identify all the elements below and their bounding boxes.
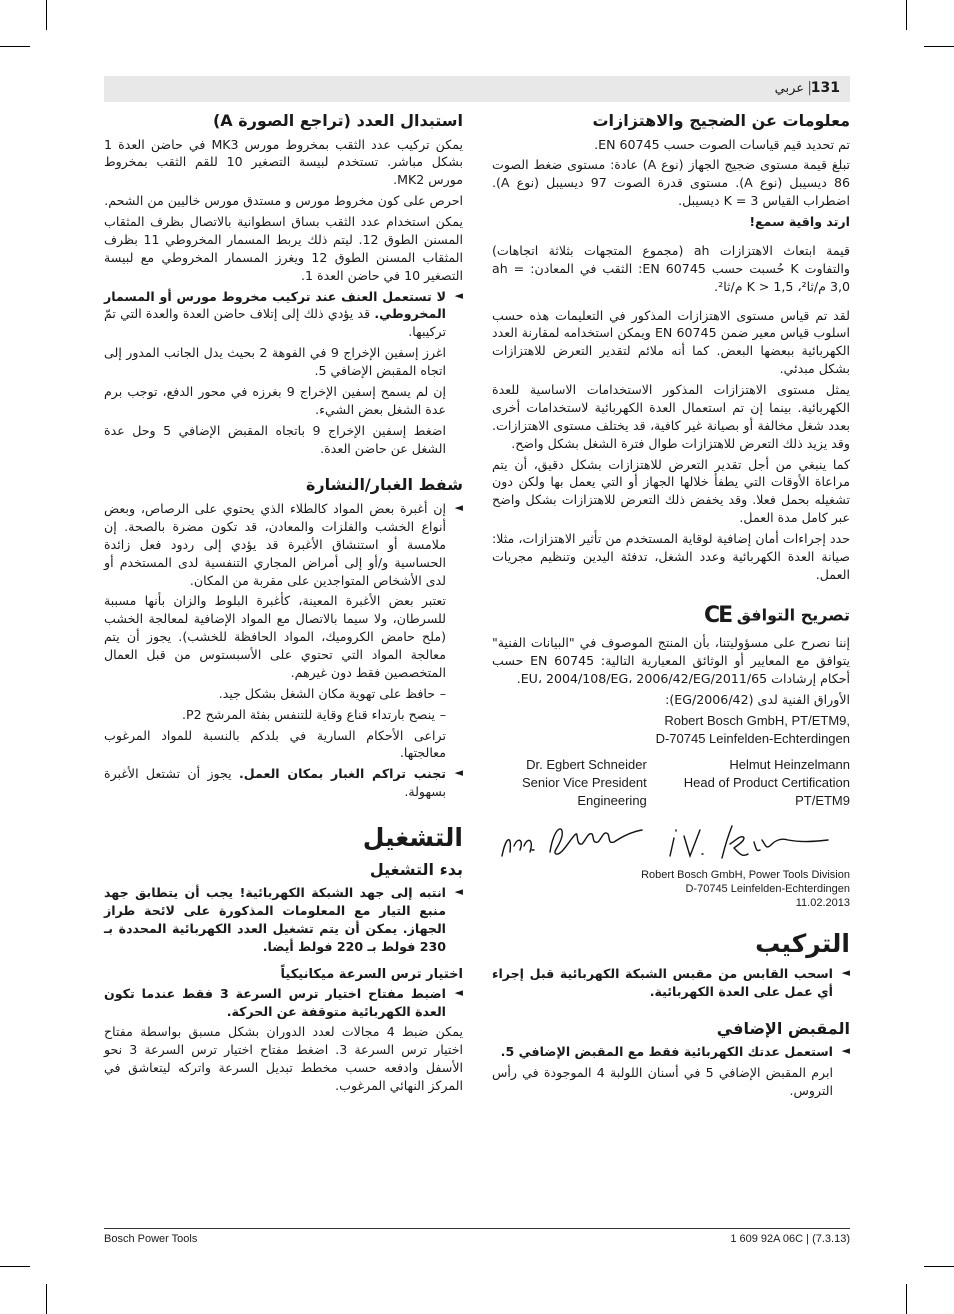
crop-mark xyxy=(906,1284,907,1314)
tool-change-warning-text: قد يؤدي ذلك إلى إتلاف حاضن العدة والعدة التي تمّ تركيبها. xyxy=(104,306,446,340)
dust-paragraph: تعتبر بعض الأغبرة المعينة، كأغبرة البلوط والزان بأنها مسببة للسرطان، ولا سيما بالاتصال مع المواد الإضافية لمعالجة الخشب (ملح حامض الكروميك، المواد الحافظة للخشب). يجوز أن يتم معالجة المواد التي تحتوي على الأسبستوس من قبل العمال المتخصصين فقط دون غيرهم. xyxy=(104,593,446,680)
auxiliary-handle-warning xyxy=(492,1043,850,1061)
page-footer xyxy=(104,1228,850,1245)
tool-change-warning xyxy=(104,288,463,342)
crop-mark xyxy=(0,46,30,47)
dust-dash-text: حافظ على تهوية مكان الشغل بشكل جيد. xyxy=(218,685,435,701)
gear-warning-text: اضبط مفتاح اختيار ترس السرعة 3 فقط عندما تكون العدة الكهربائية متوقفة عن الحركة. xyxy=(104,985,446,1019)
vibration-paragraph: قيمة ابتعاث الاهتزازات ah (مجموع المتجهات بثلاثة اتجاهات) والتفاوت K حُسبت حسب EN 60745: الثقب في المعادن: ah = 3,0 م/ثا²، K > 1,5 م/ثا². xyxy=(492,242,850,294)
warning-arrow-icon: ◄ xyxy=(454,885,463,899)
left-column xyxy=(104,110,463,1098)
noise-title: معلومات عن الضجيج والاهتزازات xyxy=(592,111,850,130)
conformity-paragraph: إننا نصرح على مسؤوليتنا، بأن المنتج الموصوف في "البيانات الفنية" يتوافق مع المعايير أو الوثائق المعيارية التالية: EN 60745 حسب أحكام إرشادات 2011/65/EU، 2004/108/EG، 2006/42/EG. xyxy=(492,635,851,687)
ce-mark-icon: CE xyxy=(703,602,732,628)
noise-paragraph: تم تحديد قيم قياسات الصوت حسب EN 60745. xyxy=(594,136,850,152)
company-block xyxy=(492,868,850,911)
warning-arrow-icon: ◄ xyxy=(454,985,463,999)
signatory-title: Head of Product Certification xyxy=(683,774,850,790)
signatories xyxy=(492,756,850,810)
dust-warning xyxy=(104,765,463,801)
start-up-title: بدء التشغيل xyxy=(369,859,463,879)
assembly-warning xyxy=(492,965,850,1001)
signatures xyxy=(492,816,850,868)
warning-arrow-icon: ◄ xyxy=(841,1044,850,1058)
crop-mark xyxy=(46,1284,47,1314)
noise-paragraph: تبلغ قيمة مستوى ضجيج الجهاز (نوع A) عادة: مستوى ضغط الصوت 86 ديسيبل (نوع A). مستوى قدرة الصوت 97 ديسيبل (نوع A). اضطراب القياس K = 3 ديسيبل. xyxy=(492,157,851,209)
signatory-title: Senior Vice President xyxy=(522,774,647,790)
dust-warning-text: يجوز أن تشتعل الأغبرة بسهولة. xyxy=(104,766,446,800)
warning-arrow-icon: ◄ xyxy=(454,766,463,780)
crop-mark xyxy=(46,0,47,30)
dust-warning-text: إن أغبرة بعض المواد كالطلاء الذي يحتوي على الرصاص، وبعض أنواع الخشب والفلزات والمعادن، قد تكون مضرة بالصحة. إن ملامسة أو استنشاق الأغبرة قد يؤدي إلى ردود فعل زائدة الحساسية و/أو إلى أمراض المجاري التنفسية لدى المستخدم أو لدى الأشخاص المتواجدين على مقربة من المكان. xyxy=(104,501,446,588)
company-name: Robert Bosch GmbH, Power Tools Division xyxy=(641,868,850,881)
signatory-name: Helmut Heinzelmann xyxy=(729,756,850,772)
company-address: D-70745 Leinfelden-Echterdingen xyxy=(685,882,850,895)
tool-change-paragraph: اغرز إسفين الإخراج 9 في الفوهة 2 بحيث يدل الجانب المدور إلى اتجاه المقبض الإضافي 5. xyxy=(104,345,446,379)
crop-mark xyxy=(906,0,907,30)
conformity-address: D-70745 Leinfelden-Echterdingen xyxy=(655,730,850,746)
signatory-name: Dr. Egbert Schneider xyxy=(526,756,647,772)
tool-change-paragraph: يمكن تركيب عدد الثقب بمخروط مورس MK3 في حاضن العدة 1 بشكل مباشر. تستخدم لبيسة التصغير 10 للقم الثقب بمخروط مورس MK2. xyxy=(104,136,463,188)
operation-title: التشغيل xyxy=(362,823,463,853)
footer-brand: Bosch Power Tools xyxy=(104,1233,198,1245)
footer-doc-id: 1 609 92A 06C | (7.3.13) xyxy=(730,1233,850,1245)
conformity-title xyxy=(492,601,850,631)
auxiliary-handle-title: المقبض الإضافي xyxy=(716,1018,850,1038)
page-header xyxy=(104,76,850,102)
crop-mark xyxy=(0,1266,30,1267)
vibration-paragraph: لقد تم قياس مستوى الاهتزازات المذكور في التعليمات هذه حسب اسلوب قياس معير ضمن EN 60745 ويمكن استخدامه لمقارنة العدد الكهربائية ببعضها البعض. كما أنه ملائم لتقدير التعرض للاهتزازات بشكل مبدئي. xyxy=(492,307,850,377)
tool-change-paragraph: اضغط إسفين الإخراج 9 باتجاه المقبض الإضافي 5 وحل عدة الشغل عن حاضن العدة. xyxy=(104,422,446,456)
auxiliary-handle-warning-text: استعمل عدتك الكهربائية فقط مع المقبض الإضافي 5. xyxy=(500,1044,833,1060)
crop-mark xyxy=(924,1266,954,1267)
assembly-warning-text: اسحب القابس من مقبس الشبكة الكهربائية قبل إجراء أي عمل على العدة الكهربائية. xyxy=(492,965,833,999)
assembly-title: التركيب xyxy=(755,929,850,959)
warning-arrow-icon: ◄ xyxy=(454,501,463,515)
tool-change-paragraph: يمكن استخدام عدد الثقب بساق اسطوانية بالاتصال بظرف المثقاب المسنن الطوق 12. ليتم ذلك يربط المسمار المخروطي 11 بظرف المثقاب المسنن الطوق 12 ويغرز المسمار المخروطي مع لبيسة التصغير 10 في حاضن العدة 1. xyxy=(104,214,463,283)
conformity-address: Robert Bosch GmbH, PT/ETM9, xyxy=(664,712,850,728)
warning-arrow-icon: ◄ xyxy=(841,965,850,979)
warning-arrow-icon: ◄ xyxy=(454,288,463,302)
page-language: عربي xyxy=(774,81,804,96)
voltage-warning-text: انتبه إلى جهد الشبكة الكهربائية! يجب أن يتطابق جهد منبع التيار مع المعلومات المذكورة على لائحة طراز الجهاز. يمكن أن يتم تشغيل العدد الكهربائية المحددة بـ 230 فولط بـ 220 فولط أيضا. xyxy=(104,885,446,954)
dust-warning-bold: تجنب تراكم الغبار بمكان العمل. xyxy=(239,766,446,782)
vibration-paragraph: كما ينبغي من أجل تقدير التعرض للاهتزازات بشكل دقيق، أن يتم مراعاة الأوقات التي يطفأ خلالها الجهاز أو التي يعمل بها ولكن دون تشغيله بحمل فعلا. وقد يخفض ذلك التعرض للاهتزازات بشكل واضح عبر كامل مدة العمل. xyxy=(492,456,850,526)
crop-mark xyxy=(924,46,954,47)
dust-warning xyxy=(104,500,463,589)
gear-paragraph: يمكن ضبط 4 مجالات لعدد الدوران بشكل مسبق بواسطة مفتاح اختيار ترس السرعة 3. اضغط مفتاح اختيار ترس السرعة 3 نحو الأسفل وادفعه حسب مخطط تبديل السرعة واتركه ليتعاشق في المركز النهائي المرغوب. xyxy=(104,1024,463,1094)
dust-extraction-title: شفط الغبار/النشارة xyxy=(305,475,463,495)
tool-change-paragraph: احرص على كون مخروط مورس و مستدق مورس خاليين من الشحم. xyxy=(104,193,463,209)
tool-change-title: استبدال العدد (تراجع الصورة A) xyxy=(212,111,463,130)
header-separator: | xyxy=(807,80,812,96)
gear-warning xyxy=(104,985,463,1021)
dash-bullet-icon: – xyxy=(439,706,446,722)
dust-dash-item xyxy=(104,706,463,724)
gear-selection-title: اختيار ترس السرعة ميكانيكياً xyxy=(280,966,463,982)
conformity-title-text: تصريح التوافق xyxy=(736,605,850,625)
conformity-paragraph: الأوراق الفنية لدى (2006/42/EG): xyxy=(665,692,850,708)
voltage-warning xyxy=(104,884,463,956)
hearing-protection-warning: ارتد واقية سمع! xyxy=(749,214,850,230)
dust-paragraph: تراعى الأحكام السارية في بلدكم بالنسبة للمواد المرغوب معالجتها. xyxy=(104,727,446,761)
vibration-paragraph: يمثل مستوى الاهتزازات المذكور الاستخدامات الاساسية للعدة الكهربائية. بينما إن تم استعمال العدة الكهربائية لاستخدامات أخرى بعدد شغل مخالفة أو بصيانة غير كافية، قد يختلف مستوى الاهتزازات. وقد يزيد ذلك التعرض للاهتزازات طوال فترة الشغل بشكل واضح. xyxy=(492,382,850,451)
signatory-title: Engineering xyxy=(577,792,647,808)
tool-change-warning-bold: لا تستعمل العنف عند تركيب مخروط مورس أو المسمار المخروطي. xyxy=(104,288,446,322)
page-number: 131 xyxy=(810,80,840,96)
handwritten-signature-icon xyxy=(492,816,850,868)
dust-dash-text: ينصح بارتداء قناع وقاية للتنفس بفئة المرشح P2. xyxy=(181,706,435,722)
declaration-date: 11.02.2013 xyxy=(795,897,850,910)
auxiliary-handle-paragraph: ابرم المقبض الإضافي 5 في أسنان اللولبة 4 الموجودة في رأس التروس. xyxy=(492,1065,833,1099)
dust-dash-item xyxy=(104,685,463,703)
vibration-paragraph: حدد إجراءات أمان إضافية لوقاية المستخدم من تأثير الاهتزازات، مثلا: صيانة العدة الكهربائية وعدد الشغل، تدفئة اليدين وتنظيم مجريات العمل. xyxy=(492,531,850,582)
signatory-title: PT/ETM9 xyxy=(795,792,850,808)
tool-change-paragraph: إن لم يسمح إسفين الإخراج 9 بغرزه في محور الدفع، توجب برم عدة الشغل بعض الشيء. xyxy=(104,383,447,417)
right-column xyxy=(492,110,850,1103)
dash-bullet-icon: – xyxy=(439,685,446,701)
